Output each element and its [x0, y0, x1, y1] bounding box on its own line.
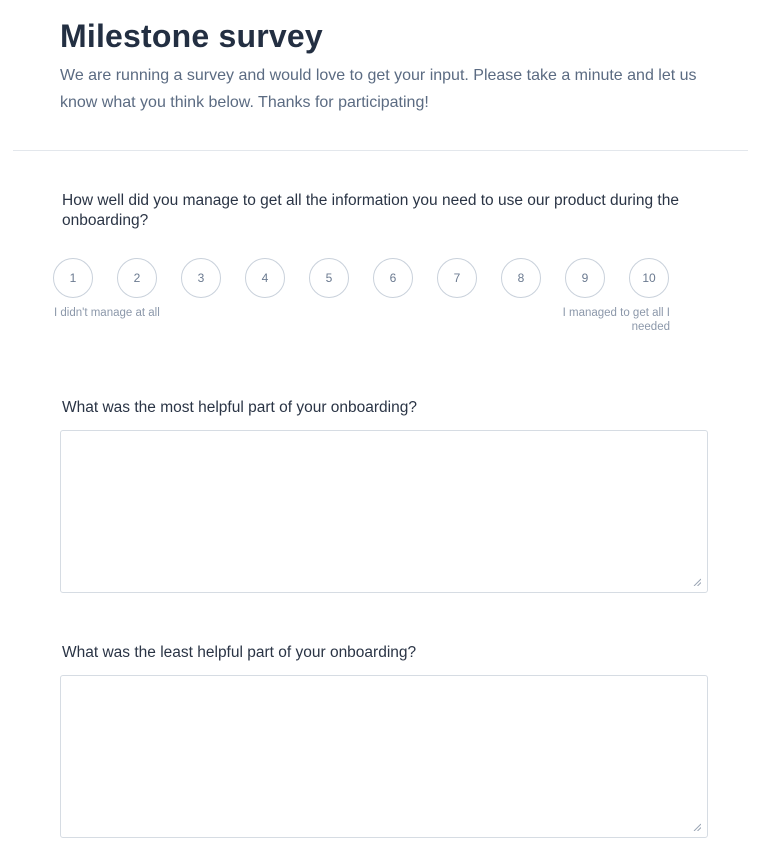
question-2-label: What was the most helpful part of your onboarding? — [62, 399, 417, 416]
rating-option-9[interactable]: 9 — [565, 258, 605, 298]
rating-option-10[interactable]: 10 — [629, 258, 669, 298]
header-divider — [13, 150, 748, 151]
rating-option-8[interactable]: 8 — [501, 258, 541, 298]
page-title: Milestone survey — [60, 18, 323, 54]
survey-header — [60, 14, 710, 116]
rating-option-4[interactable]: 4 — [245, 258, 285, 298]
rating-option-6[interactable]: 6 — [373, 258, 413, 298]
scale-min-label: I didn't manage at all — [54, 307, 160, 319]
resize-handle-icon[interactable] — [693, 578, 701, 586]
rating-option-5[interactable]: 5 — [309, 258, 349, 298]
rating-scale — [53, 258, 673, 300]
resize-handle-icon[interactable] — [693, 823, 701, 831]
rating-option-1[interactable]: 1 — [53, 258, 93, 298]
scale-max-label: I managed to get all I needed — [562, 307, 670, 333]
rating-option-2[interactable]: 2 — [117, 258, 157, 298]
most-helpful-answer-box — [60, 430, 708, 593]
least-helpful-textarea[interactable] — [61, 676, 707, 837]
most-helpful-textarea[interactable] — [61, 431, 707, 592]
survey-intro: We are running a survey and would love to get your input. Please take a minute and let us know what you think below. Thanks for participating! — [60, 67, 697, 111]
least-helpful-answer-box — [60, 675, 708, 838]
rating-option-3[interactable]: 3 — [181, 258, 221, 298]
rating-option-7[interactable]: 7 — [437, 258, 477, 298]
question-3-label: What was the least helpful part of your onboarding? — [62, 644, 417, 661]
question-1-label: How well did you manage to get all the information you need to use our product during the onboarding? — [62, 192, 679, 229]
